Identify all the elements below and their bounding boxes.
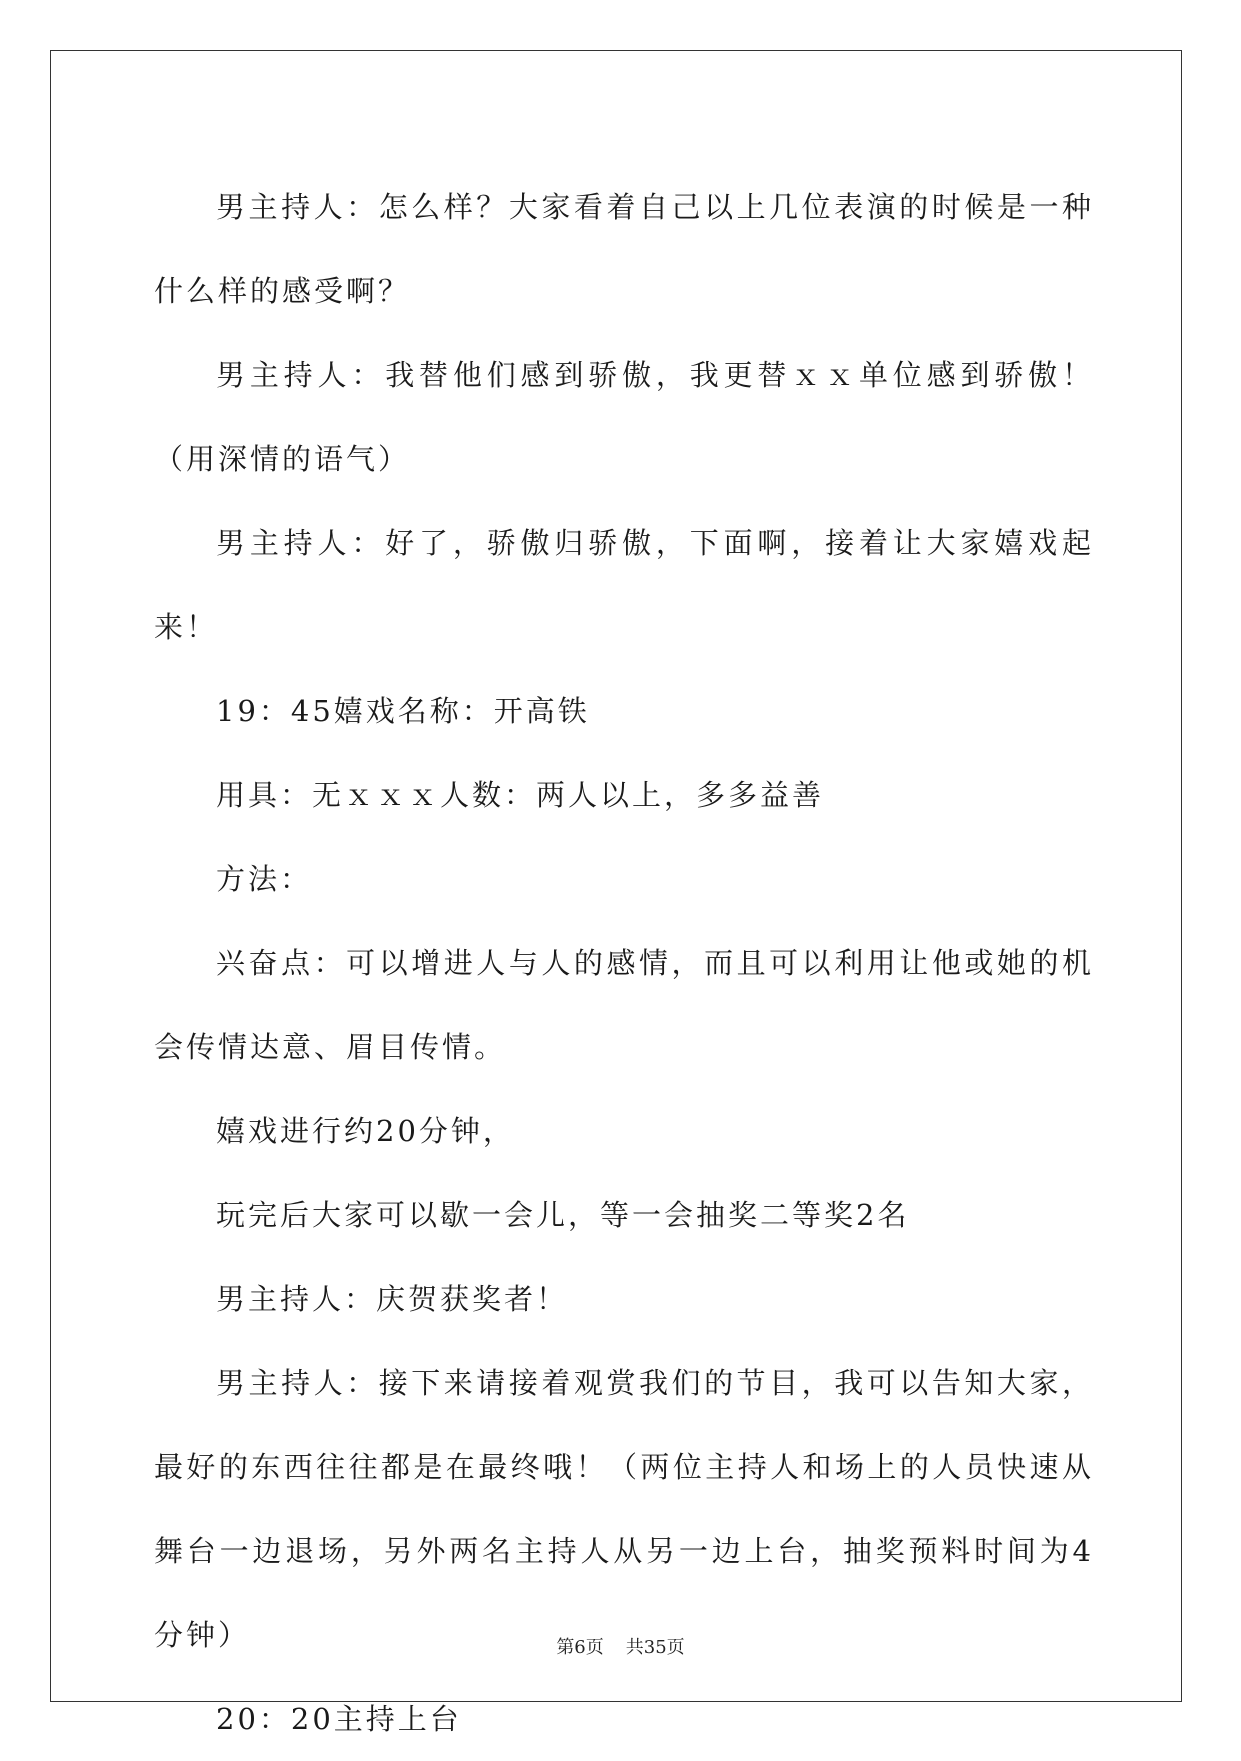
paragraph-4: 19：45嬉戏名称：开高铁 bbox=[216, 694, 590, 728]
paragraph-3: 男主持人：好了，骄傲归骄傲，下面啊，接着让大家嬉戏起来！ bbox=[154, 526, 1094, 644]
paragraph-11: 男主持人：接下来请接着观赏我们的节目，我可以告知大家，最好的东西往往都是在最终哦！（两位主持人和场上的人员快速从舞台一边退场，另外两名主持人从另一边上台，抽奖预料时间为4分钟） bbox=[154, 1366, 1094, 1652]
paragraph-10: 男主持人：庆贺获奖者！ bbox=[216, 1282, 569, 1316]
paragraph-7: 兴奋点：可以增进人与人的感情，而且可以利用让他或她的机会传情达意、眉目传情。 bbox=[154, 946, 1094, 1064]
paragraph-9: 玩完后大家可以歇一会儿，等一会抽奖二等奖2名 bbox=[216, 1198, 910, 1232]
paragraph-5: 用具：无ｘｘｘ人数：两人以上，多多益善 bbox=[216, 778, 825, 812]
page-total: 共35页 bbox=[625, 1637, 685, 1658]
paragraph-12: 20：20主持上台 bbox=[216, 1702, 462, 1736]
page-number: 第6页 bbox=[556, 1637, 604, 1658]
page-footer bbox=[0, 1633, 1241, 1659]
paragraph-1: 男主持人：怎么样？大家看着自己以上几位表演的时候是一种什么样的感受啊？ bbox=[154, 190, 1094, 308]
paragraph-6: 方法： bbox=[216, 862, 313, 896]
paragraph-2: 男主持人：我替他们感到骄傲，我更替ｘｘ单位感到骄傲！（用深情的语气） bbox=[154, 358, 1094, 476]
document-body bbox=[154, 165, 1094, 1761]
paragraph-8: 嬉戏进行约20分钟， bbox=[216, 1114, 515, 1148]
